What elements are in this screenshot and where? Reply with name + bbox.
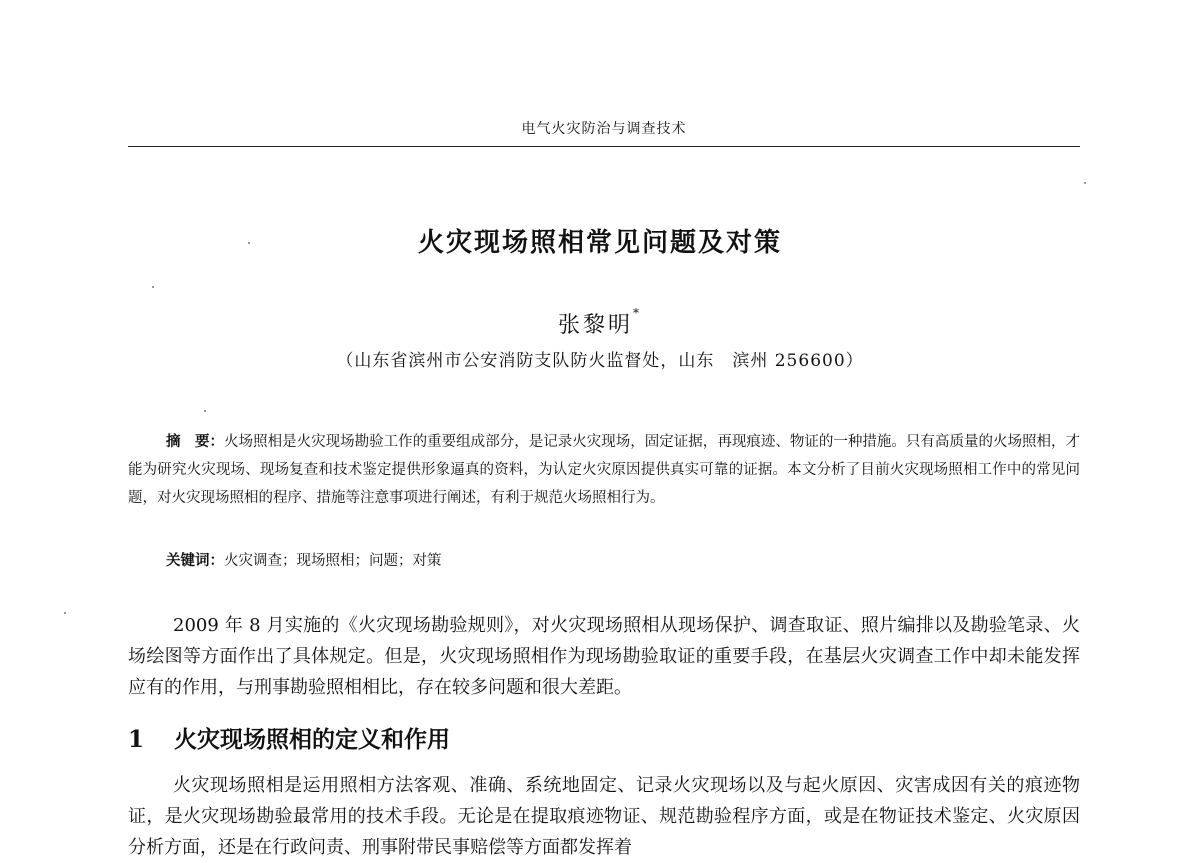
author-name: 张黎明: [557, 313, 633, 338]
intro-paragraph: 2009 年 8 月实施的《火灾现场勘验规则》，对火灾现场照相从现场保护、调查取证、照片编排以及勘验笔录、火场绘图等方面作出了具体规定。但是，火灾现场照相作为现场勘验取证的重要手段，在基层火灾调查工作中却未能发挥应有的作用，与刑事勘验照相相比，存在较多问题和很大差距。: [128, 615, 1080, 698]
keywords: [166, 547, 1080, 575]
abstract-label: 摘 要：: [166, 434, 225, 450]
abstract-text: 火场照相是火灾现场勘验工作的重要组成部分，是记录火灾现场，固定证据，再现痕迹、物证的一种措施。只有高质量的火场照相，才能为研究火灾现场、现场复查和技术鉴定提供形象逼真的资料，为认定火灾原因提供真实可靠的证据。本文分析了目前火灾现场照相工作中的常见问题，对火灾现场照相的程序、措施等注意事项进行阐述，有利于规范火场照相行为。: [128, 434, 1081, 506]
keywords-label: 关键词：: [166, 553, 224, 569]
scan-speck: [1084, 182, 1086, 184]
scan-speck: [204, 410, 206, 412]
keywords-text: 火灾调查；现场照相；问题；对策: [224, 553, 442, 569]
running-header: 电气火灾防治与调查技术: [521, 121, 687, 137]
section-heading: [128, 721, 450, 754]
scan-speck: [152, 286, 154, 288]
author-affiliation: （山东省滨州市公安消防支队防火监督处，山东 滨州 256600）: [336, 351, 864, 371]
section-title: 火灾现场照相的定义和作用: [174, 727, 450, 753]
author-line: [0, 308, 1200, 339]
paper-title: 火灾现场照相常见问题及对策: [417, 228, 782, 258]
header-rule: [128, 146, 1080, 147]
section-number: 1: [128, 726, 145, 753]
author-footnote-mark: *: [633, 306, 642, 320]
abstract: [128, 428, 1080, 512]
scan-speck: [248, 242, 250, 244]
section-paragraph: 火灾现场照相是运用照相方法客观、准确、系统地固定、记录火灾现场以及与起火原因、灾害成因有关的痕迹物证，是火灾现场勘验最常用的技术手段。无论是在提取痕迹物证、规范勘验程序方面，或是在物证技术鉴定、火灾原因分析方面，还是在行政问责、刑事附带民事赔偿等方面都发挥着: [128, 775, 1080, 858]
scan-speck: [64, 612, 66, 614]
